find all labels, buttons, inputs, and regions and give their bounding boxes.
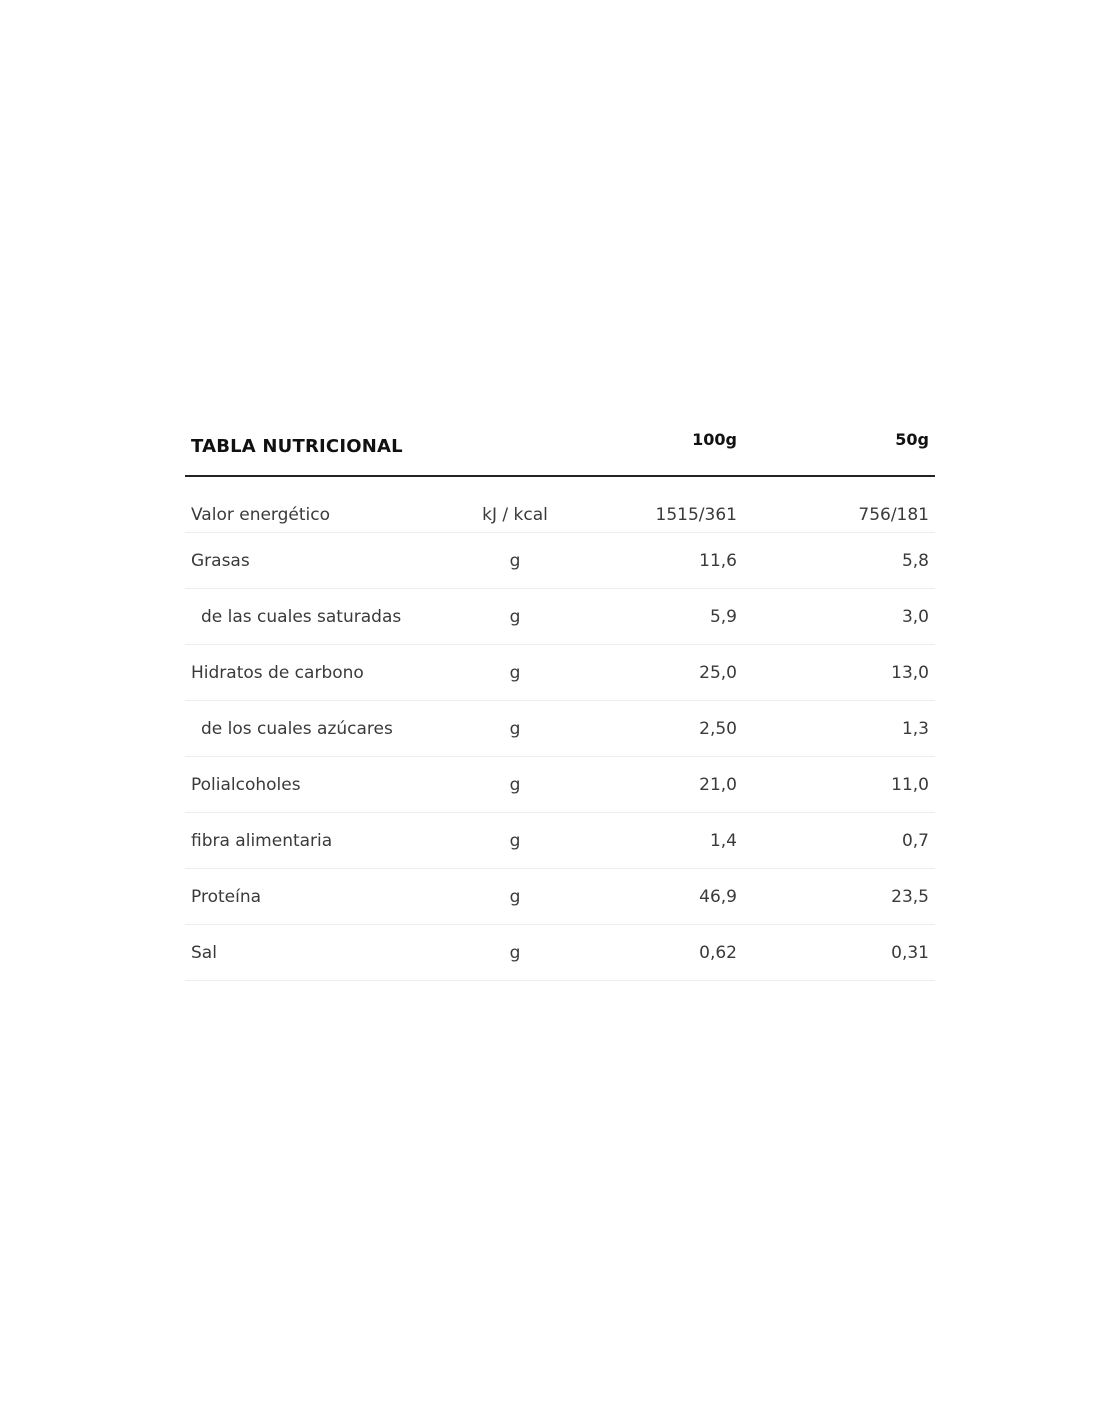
value-50g: 1,3 [901,719,929,739]
table-row [185,813,935,869]
nutrient-unit: g [509,663,521,683]
nutrient-name: Valor energético [191,505,331,525]
value-100g: 46,9 [699,887,737,907]
nutrient-name: Polialcoholes [191,775,301,795]
nutrient-name: fibra alimentaria [191,831,333,851]
nutrient-name: Hidratos de carbono [191,663,364,683]
nutrient-unit: g [509,887,521,907]
nutrient-unit: kJ / kcal [482,505,548,525]
table-header [185,420,935,477]
nutrition-table [185,420,935,981]
value-100g: 0,62 [699,943,737,963]
value-50g: 0,7 [901,831,929,851]
column-header-50g: 50g [895,430,929,449]
value-50g: 5,8 [901,551,929,571]
value-50g: 11,0 [891,775,929,795]
nutrient-name: de los cuales azúcares [201,719,393,739]
value-50g: 3,0 [901,607,929,627]
table-title: TABLA NUTRICIONAL [191,436,403,457]
nutrient-unit: g [509,775,521,795]
table-row [185,757,935,813]
value-50g: 0,31 [891,943,929,963]
nutrient-name: Proteína [191,887,262,907]
nutrient-name: Sal [191,943,217,963]
value-50g: 13,0 [891,663,929,683]
table-row [185,589,935,645]
nutrient-unit: g [509,719,521,739]
value-100g: 25,0 [699,663,737,683]
value-100g: 21,0 [699,775,737,795]
column-header-100g: 100g [692,430,737,449]
value-50g: 756/181 [858,505,929,525]
value-50g: 23,5 [891,887,929,907]
nutrient-name: Grasas [191,551,250,571]
table-row [185,533,935,589]
nutrient-unit: g [509,551,521,571]
nutrient-unit: g [509,607,521,627]
nutrient-name: de las cuales saturadas [201,607,402,627]
table-row [185,645,935,701]
value-100g: 1,4 [709,831,737,851]
value-100g: 1515/361 [655,505,737,525]
table-row [185,701,935,757]
value-100g: 2,50 [699,719,737,739]
table-row [185,477,935,533]
value-100g: 5,9 [709,607,737,627]
nutrient-unit: g [509,943,521,963]
table-row [185,925,935,981]
nutrient-unit: g [509,831,521,851]
table-row [185,869,935,925]
value-100g: 11,6 [699,551,737,571]
